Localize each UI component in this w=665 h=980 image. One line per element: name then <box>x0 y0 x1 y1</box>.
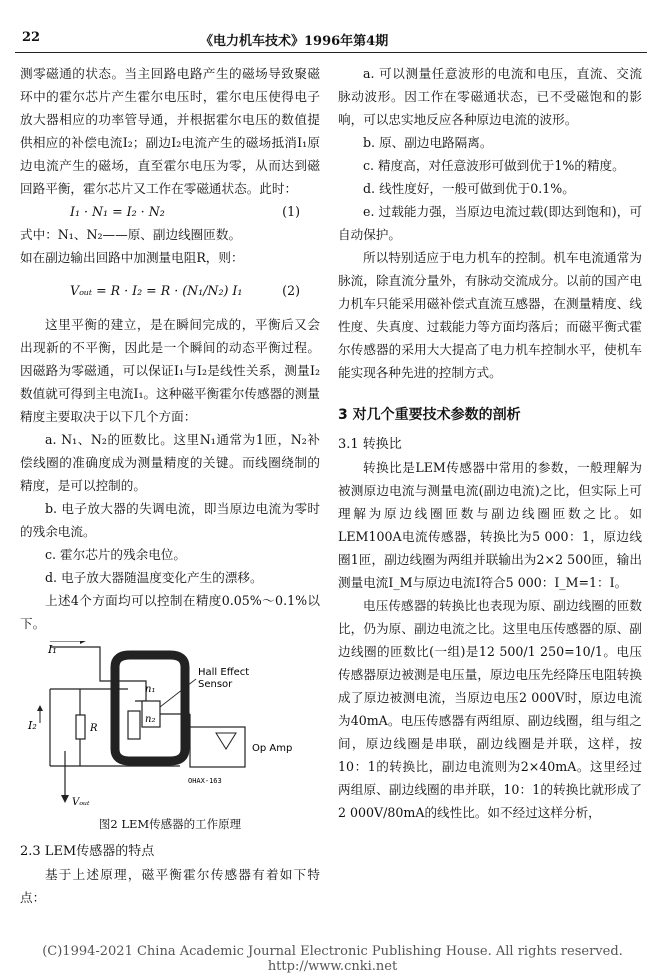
vout-arrow <box>61 795 69 803</box>
paragraph: 式中：N₁、N₂——原、副边线圈匝数。 <box>20 227 242 242</box>
list-item: b. 原、副边电路隔离。 <box>363 135 493 150</box>
page-number: 22 <box>22 30 41 45</box>
resistor-r <box>76 715 85 739</box>
equation-number: (1) <box>282 204 300 219</box>
paragraph: 电压传感器的转换比也表现为原、副边线圈的匝数比，仍为原、副边电流之比。这里电压传感器的原、副边线圈的匝数比(一组)是12 500/1 250=10/1。电压传感器原边被测是电压量，原边电压先经降压电阻转换成了原边被测电流，当原边电压2 000V时，原边电流为40mA。电压传感器有两组原、副边线圈，组与组之间，原边线圈是串联，副边线圈是并联，这样，按10：1的转换比，副边电流则为2×40mA。这里经过两组原、副边线圈的串并联，10：1的转换比就形成了2 000V/80mA的线性比。如不经过这样分析， <box>338 598 642 820</box>
label-sensor: Sensor <box>198 679 233 690</box>
list-item: e. 过载能力强，当原边电流过载(即达到饱和)，可自动保护。 <box>338 204 642 242</box>
copyright-footer: (C)1994-2021 China Academic Journal Electronic Publishing House. All rights reserved. http://www.cnki.net <box>42 944 623 974</box>
label-ohax: OHAX-163 <box>188 777 222 785</box>
circuit-diagram <box>20 641 320 811</box>
header-rule <box>15 52 647 53</box>
label-i1: I₁ <box>48 643 57 656</box>
label-vout: Vₒᵤₜ <box>72 797 90 808</box>
equation-text: I₁ · N₁ = I₂ · N₂ <box>70 204 165 219</box>
equation-number: (2) <box>282 283 300 298</box>
list-item: c. 精度高，对任意波形可做到优于1%的精度。 <box>363 158 625 173</box>
equation-1 <box>20 200 320 223</box>
paragraph: 这里平衡的建立，是在瞬间完成的，平衡后又会出现新的不平衡，因此是一个瞬间的动态平衡过程。因磁路为零磁通，可以保证I₁与I₂是线性关系，测量I₂数值就可得到主电流I₁。这种磁平衡霍尔传感器的测量精度主要取决于以下几个方面： <box>20 317 320 424</box>
label-n2: n₂ <box>145 714 156 725</box>
secondary-coil <box>128 711 140 739</box>
paragraph: 上述4个方面均可以控制在精度0.05%～0.1%以下。 <box>20 593 320 631</box>
list-item: c. 霍尔芯片的残余电位。 <box>45 547 186 562</box>
right-column <box>338 62 642 824</box>
equation-text: Vₒᵤₜ = R · I₂ = R · (N₁/N₂) I₁ <box>70 283 243 298</box>
list-item: a. N₁、N₂的匝数比。这里N₁通常为1匝，N₂补偿线圈的准确度成为测量精度的关键。而线圈绕制的精度，是可以控制的。 <box>20 432 320 493</box>
paragraph: 基于上述原理，磁平衡霍尔传感器有着如下特点： <box>20 867 320 905</box>
list-item: d. 线性度好，一般可做到优于0.1%。 <box>363 181 575 196</box>
list-item: a. 可以测量任意波形的电流和电压，直流、交流脉动波形。因工作在零磁通状态，已不受磁饱和的影响，可以忠实地反应各种原边电流的波形。 <box>338 66 642 127</box>
label-n1: n₁ <box>145 684 156 695</box>
list-item: b. 电子放大器的失调电流，即当原边电流为零时的残余电流。 <box>20 501 320 539</box>
label-r: R <box>90 723 98 734</box>
list-item: d. 电子放大器随温度变化产生的漂移。 <box>45 570 263 585</box>
section-heading-3-1: 3.1 转换比 <box>338 437 402 452</box>
figure-lem-principle <box>20 641 320 811</box>
paragraph: 如在副边输出回路中加测量电阻R，则： <box>20 250 244 265</box>
left-column <box>20 62 320 909</box>
label-i2: I₂ <box>28 719 37 732</box>
paragraph: 测零磁通的状态。当主回路电路产生的磁场导致聚磁环中的霍尔芯片产生霍尔电压时，霍尔电压使得电子放大器相应的功率管导通，并根据霍尔电压的数值提供相应的补偿电流I₂；副边I₂电流产生的磁场抵消I₁原边电流产生的磁场，直至霍尔电压为零，从而达到磁回路平衡，霍尔芯片又工作在零磁通状态。此时： <box>20 66 320 196</box>
paragraph: 所以特别适应于电力机车的控制。机车电流通常为脉流，除直流分量外，有脉动交流成分。以前的国产电力机车只能采用磁补偿式直流互感器，在测量精度、线性度、失真度、过载能力等方面均落后；而磁平衡式霍尔传感器的采用大大提高了电力机车控制水平，使机车能实现各种先进的控制方式。 <box>338 250 642 380</box>
label-opamp: Op Amp <box>252 743 293 754</box>
paragraph: 转换比是LEM传感器中常用的参数，一般理解为被测原边电流与测量电流(副边电流)之比，但实际上可理解为原边线圈匝数与副边线圈匝数之比。如LEM100A电流传感器，转换比为5 000：1，原边线圈1匝，副边线圈为两组并联输出为2×2 500匝，输出测量电流I_M与原边电流I符合5 000：I_M=1：I。 <box>338 460 642 590</box>
section-heading-3: 3 对几个重要技术参数的剖析 <box>338 407 521 423</box>
equation-2 <box>20 269 320 313</box>
label-hall: Hall Effect <box>198 667 250 678</box>
journal-title: 《电力机车技术》1996年第4期 <box>200 34 389 49</box>
section-heading-2-3: 2.3 LEM传感器的特点 <box>20 844 155 859</box>
figure-caption: 图2 LEM传感器的工作原理 <box>98 817 242 831</box>
